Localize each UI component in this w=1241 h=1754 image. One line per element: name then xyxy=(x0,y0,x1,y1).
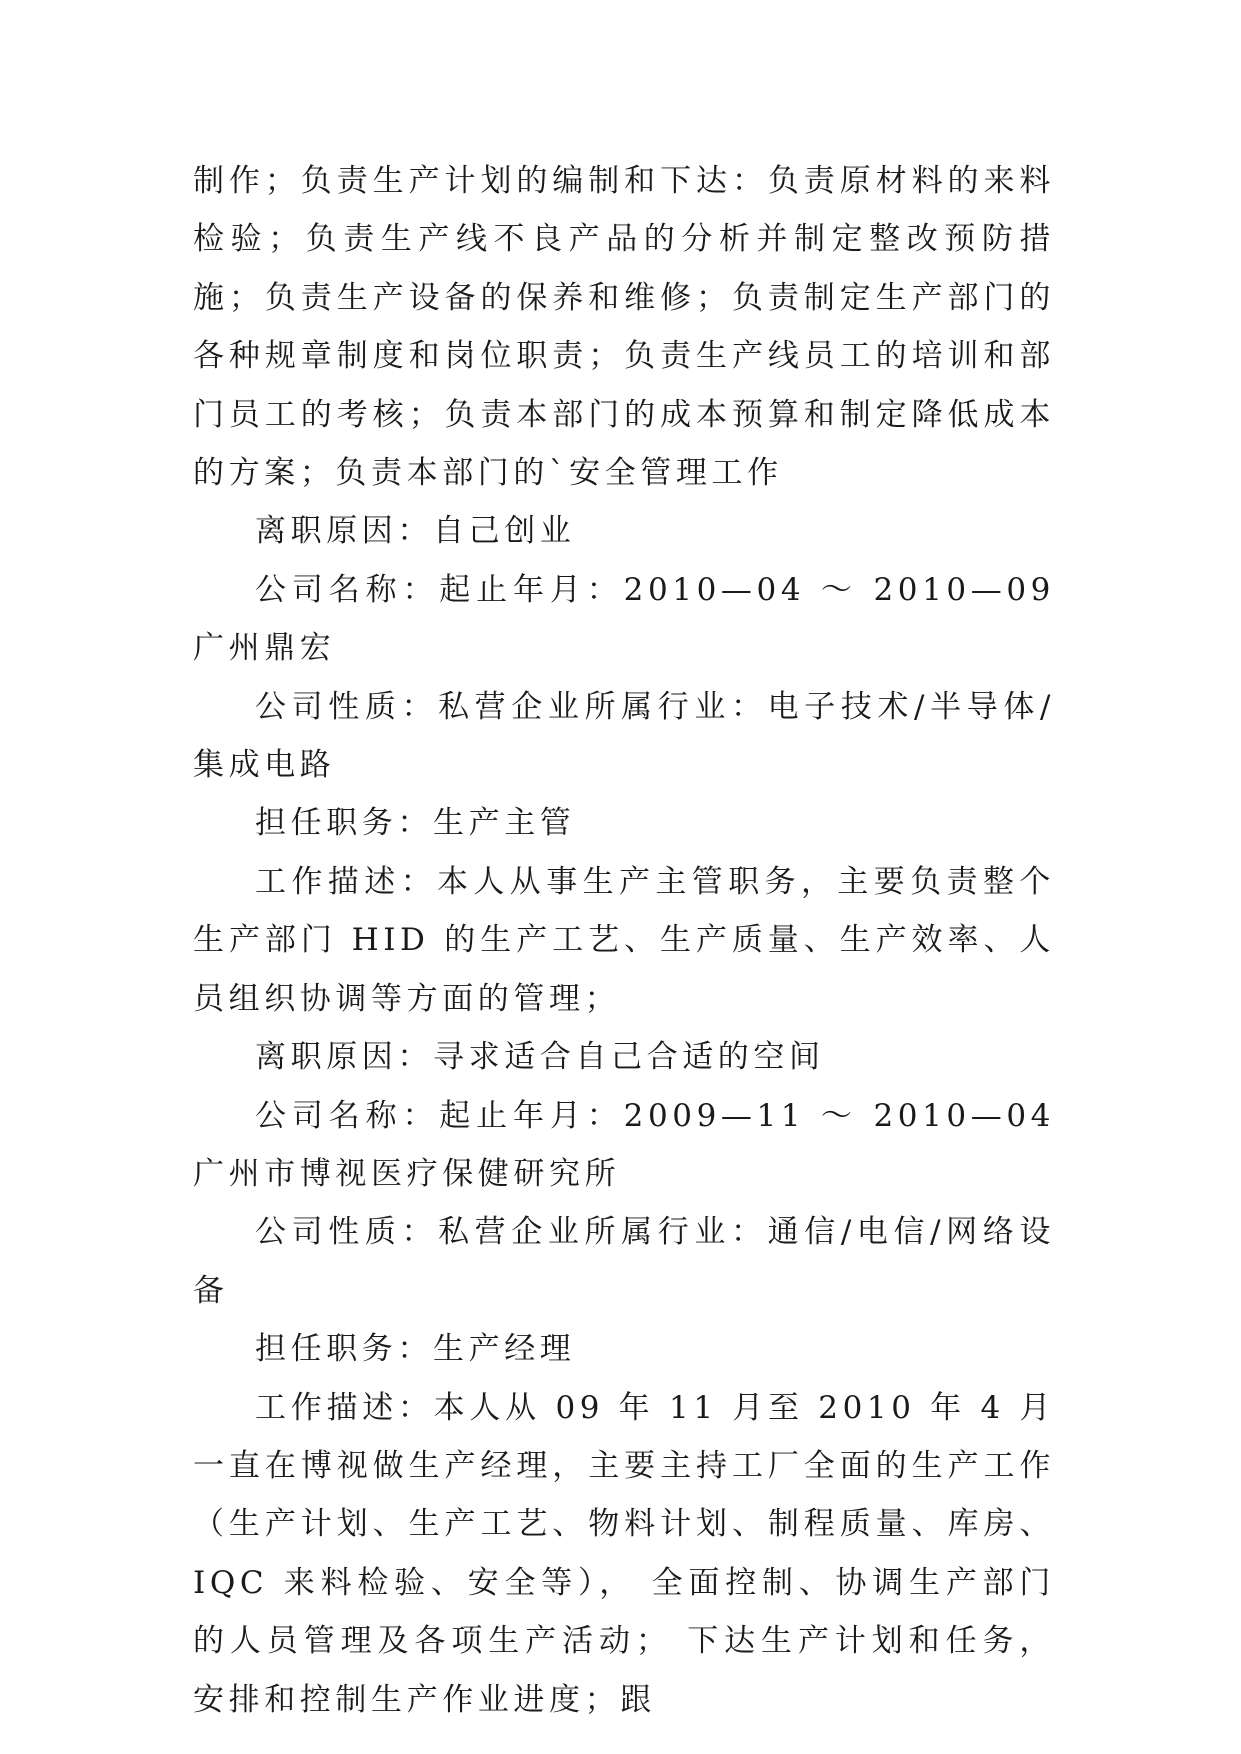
paragraph-company-name-1: 公司名称：起止年月：2010—04 ～ 2010—09 广州鼎宏 xyxy=(193,571,1055,667)
document-page xyxy=(193,152,1055,1729)
paragraph-company-type-1: 公司性质：私营企业所属行业：电子技术/半导体/集成电路 xyxy=(193,688,1055,784)
paragraph-position-1: 担任职务：生产主管 xyxy=(255,805,576,842)
paragraph-company-name-2: 公司名称：起止年月：2009—11 ～ 2010—04 广州市博视医疗保健研究所 xyxy=(193,1097,1055,1192)
paragraph-company-type-2: 公司性质：私营企业所属行业：通信/电信/网络设备 xyxy=(193,1214,1055,1309)
paragraph-job-description-2: 工作描述：本人从 09 年 11 月至 2010 年 4 月一直在博视做生产经理，主要主持工厂全面的生产工作（生产计划、生产工艺、物料计划、制程质量、库房、IQC 来料检验、安全等）， 全面控制、协调生产部门的人员管理及各项生产活动； 下达生产计划和任务，安排和控制生产作业进度；跟 xyxy=(193,1389,1055,1718)
paragraph-leave-reason-2: 离职原因：寻求适合自己合适的空间 xyxy=(255,1039,825,1076)
paragraph-job-duties-continued: 制作；负责生产计划的编制和下达：负责原材料的来料检验；负责生产线不良产品的分析并制定整改预防措施；负责生产设备的保养和维修；负责制定生产部门的各种规章制度和岗位职责；负责生产线员工的培训和部门员工的考核；负责本部门的成本预算和制定降低成本的方案；负责本部门的`安全管理工作 xyxy=(193,163,1055,492)
paragraph-leave-reason-1: 离职原因：自己创业 xyxy=(255,513,576,550)
paragraph-position-2: 担任职务：生产经理 xyxy=(255,1331,576,1368)
paragraph-job-description-1: 工作描述：本人从事生产主管职务，主要负责整个生产部门 HID 的生产工艺、生产质量、生产效率、人员组织协调等方面的管理； xyxy=(193,863,1055,1017)
